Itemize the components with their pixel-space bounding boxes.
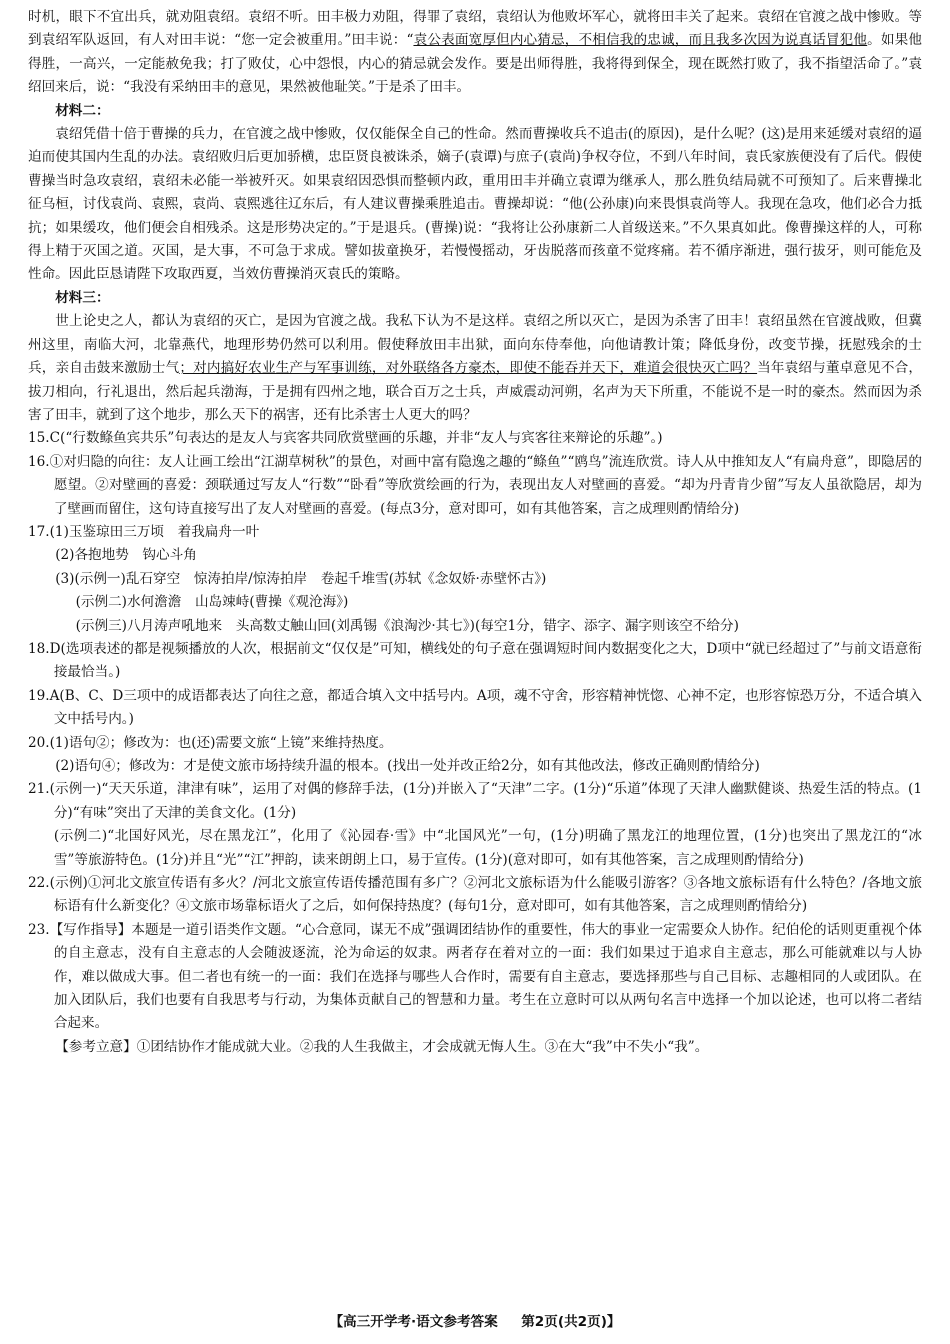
- answer-page: [28, 6, 922, 1059]
- underlined-text: ；对内搞好农业生产与军事训练，对外联络各方豪杰，即使不能吞并天下，难道会很快灭亡吗？: [179, 360, 758, 377]
- answer-16: 16.①对归隐的向往：友人让画工绘出“江湖草树秋”的景色，对画中富有隐逸之趣的“鲦鱼”“鸥鸟”流连欣赏。诗人从中推知友人“有扁舟意”，即隐居的愿望。②对壁画的喜爱：颈联通过写友人“行数”“卧看”等欣赏绘画的行为，表现出友人对壁画的喜爱。“却为丹青肯少留”写友人虽欲隐居，却为了壁画而留住，这句诗直接写出了友人对壁画的喜爱。(每点3分，意对即可，如有其他答案，言之成理则酌情给分): [28, 453, 922, 517]
- material-two-heading: 材料二：: [55, 102, 110, 119]
- answer-23-reference: 【参考立意】①团结协作才能成就大业。②我的人生我做主，才会成就无悔人生。③在大“我”中不失小“我”。: [55, 1038, 709, 1055]
- answer-17-line-2: (2)各抱地势 钩心斗角: [55, 547, 197, 564]
- page-footer: [0, 1310, 950, 1330]
- underlined-text: 袁公表面宽厚但内心猜忌，不相信我的忠诚，而且我多次因为说真话冒犯他: [413, 32, 868, 49]
- material-three-text: [28, 310, 922, 427]
- answer-21-example-2: (示例二)“北国好风光，尽在黑龙江”，化用了《沁园春·雪》中“北国风光”一句，(1分)明确了黑龙江的地理位置，(1分)也突出了黑龙江的“冰雪”等旅游特色。(1分)并且“光”“江”押韵，读来朗朗上口，易于宣传。(1分)(意对即可，如有其他答案，言之成理则酌情给分): [53, 828, 922, 868]
- answer-17-line-5: (示例三)八月涛声吼地来 头高数丈触山回(刘禹锡《浪淘沙·其七》)(每空1分，错字、添字、漏字则该空不给分): [75, 617, 739, 634]
- text-segment: 时机，眼下不宜出兵，就劝阻袁绍。袁绍不听。田丰极力劝阻，得罪了袁绍，袁绍认为他败坏军心，就将田丰关了起来。袁绍在官渡之战中惨败。等到袁绍军队返回，有人对田丰说：“您一定会被重用。”田丰说：“: [28, 9, 922, 49]
- answer-18: 18.D(选项表述的都是视频播放的人次，根据前文“仅仅是”可知，横线处的句子意在强调短时间内数据变化之大，D项中“就已经超过了”与前文语意衔接最恰当。): [28, 640, 922, 681]
- answer-20-line-2: (2)语句④；修改为：才是使文旅市场持续升温的根本。(找出一处并改正给2分，如有其他改法，修改正确则酌情给分): [55, 758, 760, 774]
- material-two-text: 袁绍凭借十倍于曹操的兵力，在官渡之战中惨败，仅仅能保全自己的性命。然而曹操收兵不追击(的原因)，是什么呢？(这)是用来延缓对袁绍的逼迫而使其国内生乱的办法。袁绍败归后更加骄横，忠臣贤良被诛杀，嫡子(袁谭)与庶子(袁尚)争权夺位，不到八年时间，袁氏家族便没有了后代。假使曹操当时急攻袁绍，袁绍未必能一举被歼灭。如果袁绍因恐惧而整顿内政，重用田丰并确立袁谭为继承人，那么胜负结局就不可预知了。后来曹操北征乌桓，讨伐袁尚、袁熙，袁尚、袁熙逃往辽东后，有人建议曹操乘胜追击。曹操却说：“他(公孙康)向来畏惧袁尚等人。我现在急攻，他们必合力抵抗；如果缓攻，他们便会自相残杀。这是形势决定的。”于是退兵。(曹操)说：“我将让公孙康新二人首级送来。”不久果真如此。像曹操这样的人，可称得上精于灭国之道。灭国，是大事，不可急于求成。譬如拔童换牙，若慢慢摇动，牙齿脱落而孩童不觉疼痛。若不循序渐进，强行拔牙，则可能危及性命。因此臣恳请陛下攻取西夏，当效仿曹操消灭袁氏的策略。: [28, 126, 922, 283]
- answer-22: 22.(示例)①河北文旅宣传语有多火？/河北文旅宣传语传播范围有多广？②河北文旅标语为什么能吸引游客？③各地文旅标语有什么特色？/各地文旅标语有什么新变化？④文旅市场靠标语火了之后，如何保持热度？(每句1分，意对即可，如有其他答案，言之成理则酌情给分): [28, 875, 922, 915]
- answer-21-example-1: 21.(示例一)“天天乐道，津津有味”，运用了对偶的修辞手法，(1分)并嵌入了“天津”二字。(1分)“乐道”体现了天津人幽默健谈、热爱生活的特点。(1分)“有味”突出了天津的美食文化。(1分): [28, 781, 922, 821]
- material-three-heading: 材料三：: [55, 289, 110, 306]
- answer-19: 19.A(B、C、D三项中的成语都表达了向往之意，都适合填入文中括号内。A项，魂不守舍，形容精神恍惚、心神不定，也形容惊恐万分，不适合填入文中括号内。): [28, 687, 922, 728]
- text-segment: 当年袁绍与董卓意见不合，拔刀相向，行礼退出，然后起兵渤海，于是拥有四州之地，联合百万之士兵，声威震动河朔，名声为天下所重，不能说不是一时的豪杰。然而因为杀害了田丰，就到了这个地步，那么天下的祸害，还有比杀害士人更大的吗？: [28, 360, 923, 423]
- answer-20-line-1: 20.(1)语句②；修改为：也(还)需要文旅“上镜”来维持热度。: [28, 734, 393, 751]
- answer-23-guide: 23.【写作指导】本题是一道引语类作文题。“心合意同，谋无不成”强调团结协作的重要性，伟大的事业一定需要众人协作。纪伯伦的话则更重视个体的自主意志，没有自主意志的人会随波逐流，沦为命运的奴隶。两者存在着对立的一面：我们如果过于追求自主意志，那么可能就难以与人协作，难以做成大事。但二者也有统一的一面：我们在选择与哪些人合作时，需要有自主意志，要选择那些与自己目标、志趣相同的人或团队。在加入团队后，我们也要有自我思考与行动，为集体贡献自己的智慧和力量。考生在立意时可以从两句名言中选择一个加以论述，也可以将二者结合起来。: [28, 921, 922, 1032]
- text-segment: 。如果他得胜，一高兴，一定能赦免我；打了败仗，心中怨恨，内心的猜忌就会发作。要是出师得胜，我将得到保全，现在既然打败了，我不指望活命了。”袁绍回来后，说：“我没有采纳田丰的意见，果然被他耻笑。”于是杀了田丰。: [28, 32, 922, 96]
- answer-17-line-4: (示例二)水何澹澹 山岛竦峙(曹操《观沧海》): [75, 594, 349, 611]
- answer-15: 15.C(“行数鲦鱼宾共乐”句表达的是友人与宾客共同欣赏壁画的乐趣，并非“友人与宾客往来辩论的乐趣”。): [28, 430, 663, 447]
- footer-title: 【高三开学考·语文参考答案: [329, 1314, 498, 1330]
- material-one-tail: [28, 6, 922, 100]
- footer-page-number: 第2页(共2页)】: [521, 1314, 621, 1330]
- text-segment: 世上论史之人，都认为袁绍的灭亡，是因为官渡之战。我私下认为不是这样。袁绍之所以灭亡，是因为杀害了田丰！袁绍虽然在官渡战败，但冀州这里，南临大河，北靠燕代，地理形势仍然可以利用。假使释放田丰出狱，面向东侍奉他，向他请教计策；降低身份，改变节操，抚慰残余的士兵，亲自击鼓来激励士气: [28, 313, 922, 377]
- answer-17-line-3: (3)(示例一)乱石穿空 惊涛拍岸/惊涛拍岸 卷起千堆雪(苏轼《念奴娇·赤壁怀古》): [55, 570, 547, 587]
- answer-17-line-1: 17.(1)玉鉴琼田三万顷 着我扁舟一叶: [28, 523, 260, 540]
